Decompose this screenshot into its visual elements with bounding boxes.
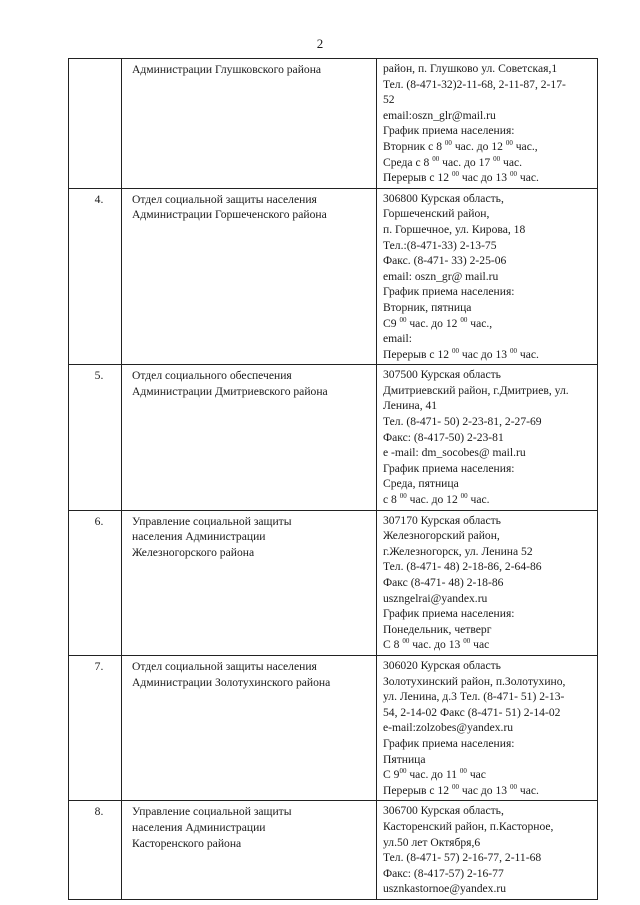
contact-text: час., bbox=[512, 139, 538, 153]
contact-cell bbox=[377, 655, 598, 800]
contact-line bbox=[383, 77, 593, 93]
contact-text: час. до 13 bbox=[409, 638, 464, 652]
contact-text: uszngelrai@yandex.ru bbox=[383, 591, 488, 605]
organization-cell bbox=[122, 510, 377, 655]
organization-name-line: Управление социальной защиты bbox=[132, 514, 292, 528]
contact-text: График приема населения: bbox=[383, 124, 515, 138]
table-row bbox=[69, 801, 598, 900]
contact-text: С 8 bbox=[383, 638, 403, 652]
organization-name-line: населения Администрации bbox=[132, 820, 266, 834]
contact-text: Перерыв с 12 bbox=[383, 783, 452, 797]
contact-text: e -mail: dm_socobes@ mail.ru bbox=[383, 446, 526, 460]
contact-line bbox=[383, 803, 593, 819]
page-number: 2 bbox=[316, 36, 324, 51]
contact-line bbox=[383, 689, 593, 705]
contact-text: usznkastornoe@yandex.ru bbox=[383, 882, 507, 896]
contact-text: Железногорский район, bbox=[383, 529, 500, 543]
row-number: 4. bbox=[69, 188, 122, 365]
contact-line bbox=[383, 316, 593, 332]
contact-line bbox=[383, 347, 593, 363]
contact-line bbox=[383, 206, 593, 222]
contact-text: График приема населения: bbox=[383, 285, 515, 299]
row-number: 7. bbox=[69, 655, 122, 800]
contact-text: Тел. (8-471- 48) 2-18-86, 2-64-86 bbox=[383, 560, 542, 574]
contact-line bbox=[383, 881, 593, 897]
contact-line bbox=[383, 850, 593, 866]
contact-line bbox=[383, 367, 593, 383]
contact-text: г.Железногорск, ул. Ленина 52 bbox=[383, 544, 533, 558]
contact-line bbox=[383, 783, 593, 799]
contact-text: С9 bbox=[383, 316, 400, 330]
contact-text: Тел. (8-471-32)2-11-68, 2-11-87, 2-17- bbox=[383, 77, 566, 91]
contact-text: Дмитриевский район, г.Дмитриев, ул. bbox=[383, 383, 569, 397]
contact-line bbox=[383, 513, 593, 529]
contact-text: час. до 17 bbox=[439, 155, 494, 169]
contact-text: Вторник, пятница bbox=[383, 300, 472, 314]
contact-text: С 9 bbox=[383, 768, 400, 782]
contact-text: 306020 Курская область bbox=[383, 658, 501, 672]
contact-text: час до 13 bbox=[458, 171, 510, 185]
organization-cell bbox=[122, 801, 377, 900]
contact-text: Тел.:(8-471-33) 2-13-75 bbox=[383, 238, 497, 252]
contact-text: час bbox=[470, 638, 490, 652]
contact-text: Факс (8-471- 48) 2-18-86 bbox=[383, 576, 504, 589]
organization-name-line: Отдел социального обеспечения bbox=[132, 369, 292, 383]
superscript-minutes: 00 bbox=[459, 767, 467, 776]
superscript-minutes: 00 bbox=[460, 492, 468, 501]
contact-line bbox=[383, 61, 593, 77]
organization-name-line: Железногорского района bbox=[132, 545, 255, 559]
contact-text: п. Горшечное, ул. Кирова, 18 bbox=[383, 222, 526, 236]
contact-line bbox=[383, 835, 593, 851]
contact-line bbox=[383, 238, 593, 254]
contact-text: Горшеченский район, bbox=[383, 207, 490, 221]
contact-text: час. bbox=[516, 171, 539, 185]
organization-cell bbox=[122, 188, 377, 365]
row-number: 5. bbox=[69, 365, 122, 510]
contact-line bbox=[383, 658, 593, 674]
contact-text: e-mail:zolzobes@yandex.ru bbox=[383, 721, 514, 735]
contact-text: час., bbox=[467, 316, 493, 330]
contact-text: 307500 Курская область bbox=[383, 368, 501, 382]
superscript-minutes: 00 bbox=[432, 154, 440, 163]
contact-line bbox=[383, 559, 593, 575]
superscript-minutes: 00 bbox=[399, 315, 407, 324]
contact-line bbox=[383, 108, 593, 124]
contact-line bbox=[383, 300, 593, 316]
contact-line bbox=[383, 674, 593, 690]
superscript-minutes: 00 bbox=[505, 139, 513, 148]
organization-name-line: Администрации Глушковского района bbox=[132, 63, 322, 76]
organization-name-line: Администрации Дмитриевского района bbox=[132, 384, 328, 398]
contact-line bbox=[383, 476, 593, 492]
superscript-minutes: 00 bbox=[399, 767, 407, 776]
superscript-minutes: 00 bbox=[399, 492, 407, 501]
superscript-minutes: 00 bbox=[509, 782, 517, 791]
contact-cell bbox=[377, 59, 598, 189]
contact-text: Факс: (8-417-57) 2-16-77 bbox=[383, 866, 504, 880]
table-row bbox=[69, 59, 598, 189]
organization-name-line: населения Администрации bbox=[132, 530, 266, 544]
table-row bbox=[69, 510, 598, 655]
contact-line bbox=[383, 284, 593, 300]
contact-cell bbox=[377, 365, 598, 510]
contact-line bbox=[383, 591, 593, 607]
contact-text: Среда, пятница bbox=[383, 477, 459, 491]
contact-line bbox=[383, 139, 593, 155]
contact-line bbox=[383, 123, 593, 139]
contact-text: email: bbox=[383, 332, 412, 346]
contact-line bbox=[383, 637, 593, 653]
contact-line bbox=[383, 819, 593, 835]
contact-line bbox=[383, 720, 593, 736]
contact-line bbox=[383, 92, 593, 108]
contact-text: час. bbox=[500, 155, 523, 169]
contact-line bbox=[383, 575, 593, 591]
contact-line bbox=[383, 767, 593, 783]
table-row bbox=[69, 655, 598, 800]
offices-table bbox=[68, 58, 598, 900]
contact-cell bbox=[377, 801, 598, 900]
contact-line bbox=[383, 191, 593, 207]
contact-text: Перерыв с 12 bbox=[383, 171, 452, 185]
contact-line bbox=[383, 544, 593, 560]
table-row bbox=[69, 365, 598, 510]
contact-line bbox=[383, 445, 593, 461]
contact-text: час. до 11 bbox=[406, 768, 460, 782]
superscript-minutes: 00 bbox=[509, 170, 517, 179]
contact-text: Пятница bbox=[383, 752, 426, 766]
contact-text: График приема населения: bbox=[383, 607, 515, 621]
contact-text: ул. Ленина, д.3 Тел. (8-471- 51) 2-13- bbox=[383, 690, 565, 704]
organization-cell bbox=[122, 59, 377, 189]
contact-text: График приема населения: bbox=[383, 461, 515, 475]
contact-line bbox=[383, 606, 593, 622]
contact-text: Касторенский район, п.Касторное, bbox=[383, 819, 554, 833]
superscript-minutes: 00 bbox=[451, 170, 459, 179]
contact-text: час. до 12 bbox=[406, 493, 461, 507]
contact-line bbox=[383, 253, 593, 269]
contact-text: час до 13 bbox=[458, 783, 510, 797]
contact-text: Ленина, 41 bbox=[383, 399, 438, 413]
contact-line bbox=[383, 398, 593, 414]
superscript-minutes: 00 bbox=[463, 637, 471, 646]
contact-line bbox=[383, 705, 593, 721]
superscript-minutes: 00 bbox=[460, 315, 468, 324]
contact-line bbox=[383, 331, 593, 347]
contact-line bbox=[383, 414, 593, 430]
contact-line bbox=[383, 736, 593, 752]
contact-text: email: oszn_gr@ mail.ru bbox=[383, 269, 499, 283]
contact-line bbox=[383, 528, 593, 544]
contact-text: район, п. Глушково ул. Советская,1 bbox=[383, 62, 558, 75]
organization-name-line: Администрации Горшеченского района bbox=[132, 208, 327, 222]
contact-text: email:oszn_glr@mail.ru bbox=[383, 108, 496, 122]
contact-text: Среда с 8 bbox=[383, 155, 433, 169]
row-number: 6. bbox=[69, 510, 122, 655]
contact-line bbox=[383, 492, 593, 508]
contact-text: Вторник с 8 bbox=[383, 139, 445, 153]
superscript-minutes: 00 bbox=[444, 139, 452, 148]
contact-line bbox=[383, 383, 593, 399]
contact-text: час bbox=[466, 768, 486, 782]
contact-line bbox=[383, 222, 593, 238]
superscript-minutes: 00 bbox=[402, 637, 410, 646]
contact-text: час. bbox=[516, 783, 539, 797]
contact-text: Золотухинский район, п.Золотухино, bbox=[383, 674, 566, 688]
superscript-minutes: 00 bbox=[509, 346, 517, 355]
contact-line bbox=[383, 430, 593, 446]
contact-text: 306800 Курская область, bbox=[383, 191, 504, 205]
contact-text: с 8 bbox=[383, 493, 400, 507]
contact-text: час. bbox=[467, 493, 490, 507]
contact-text: час до 13 bbox=[458, 347, 510, 361]
table-row bbox=[69, 188, 598, 365]
organization-cell bbox=[122, 365, 377, 510]
contact-text: График приема населения: bbox=[383, 736, 515, 750]
contact-text: Тел. (8-471- 50) 2-23-81, 2-27-69 bbox=[383, 415, 542, 429]
contact-line bbox=[383, 622, 593, 638]
contact-cell bbox=[377, 188, 598, 365]
organization-name-line: Отдел социальной защиты населения bbox=[132, 192, 317, 206]
superscript-minutes: 00 bbox=[451, 782, 459, 791]
contact-line bbox=[383, 155, 593, 171]
contact-line bbox=[383, 866, 593, 882]
contact-text: 52 bbox=[383, 93, 395, 107]
contact-text: час. до 12 bbox=[451, 139, 506, 153]
contact-line bbox=[383, 269, 593, 285]
organization-cell bbox=[122, 655, 377, 800]
row-number: 8. bbox=[69, 801, 122, 900]
contact-line bbox=[383, 461, 593, 477]
contact-text: Факс: (8-417-50) 2-23-81 bbox=[383, 430, 504, 444]
contact-text: Факс. (8-471- 33) 2-25-06 bbox=[383, 254, 507, 268]
contact-text: 54, 2-14-02 Факс (8-471- 51) 2-14-02 bbox=[383, 705, 561, 719]
organization-name-line: Управление социальной защиты bbox=[132, 805, 292, 819]
contact-cell bbox=[377, 510, 598, 655]
contact-text: час. bbox=[516, 347, 539, 361]
contact-line bbox=[383, 752, 593, 768]
organization-name-line: Касторенского района bbox=[132, 836, 242, 850]
contact-text: ул.50 лет Октября,6 bbox=[383, 835, 481, 849]
row-number bbox=[69, 59, 122, 189]
organization-name-line: Администрации Золотухинского района bbox=[132, 675, 331, 689]
contact-text: Перерыв с 12 bbox=[383, 347, 452, 361]
contact-text: час. до 12 bbox=[406, 316, 461, 330]
organization-name-line: Отдел социальной защиты населения bbox=[132, 659, 317, 673]
contact-text: 307170 Курская область bbox=[383, 513, 501, 527]
superscript-minutes: 00 bbox=[451, 346, 459, 355]
contact-text: 306700 Курская область, bbox=[383, 804, 504, 818]
contact-text: Понедельник, четверг bbox=[383, 622, 492, 636]
contact-text: Тел. (8-471- 57) 2-16-77, 2-11-68 bbox=[383, 851, 542, 865]
superscript-minutes: 00 bbox=[493, 154, 501, 163]
contact-line bbox=[383, 170, 593, 186]
